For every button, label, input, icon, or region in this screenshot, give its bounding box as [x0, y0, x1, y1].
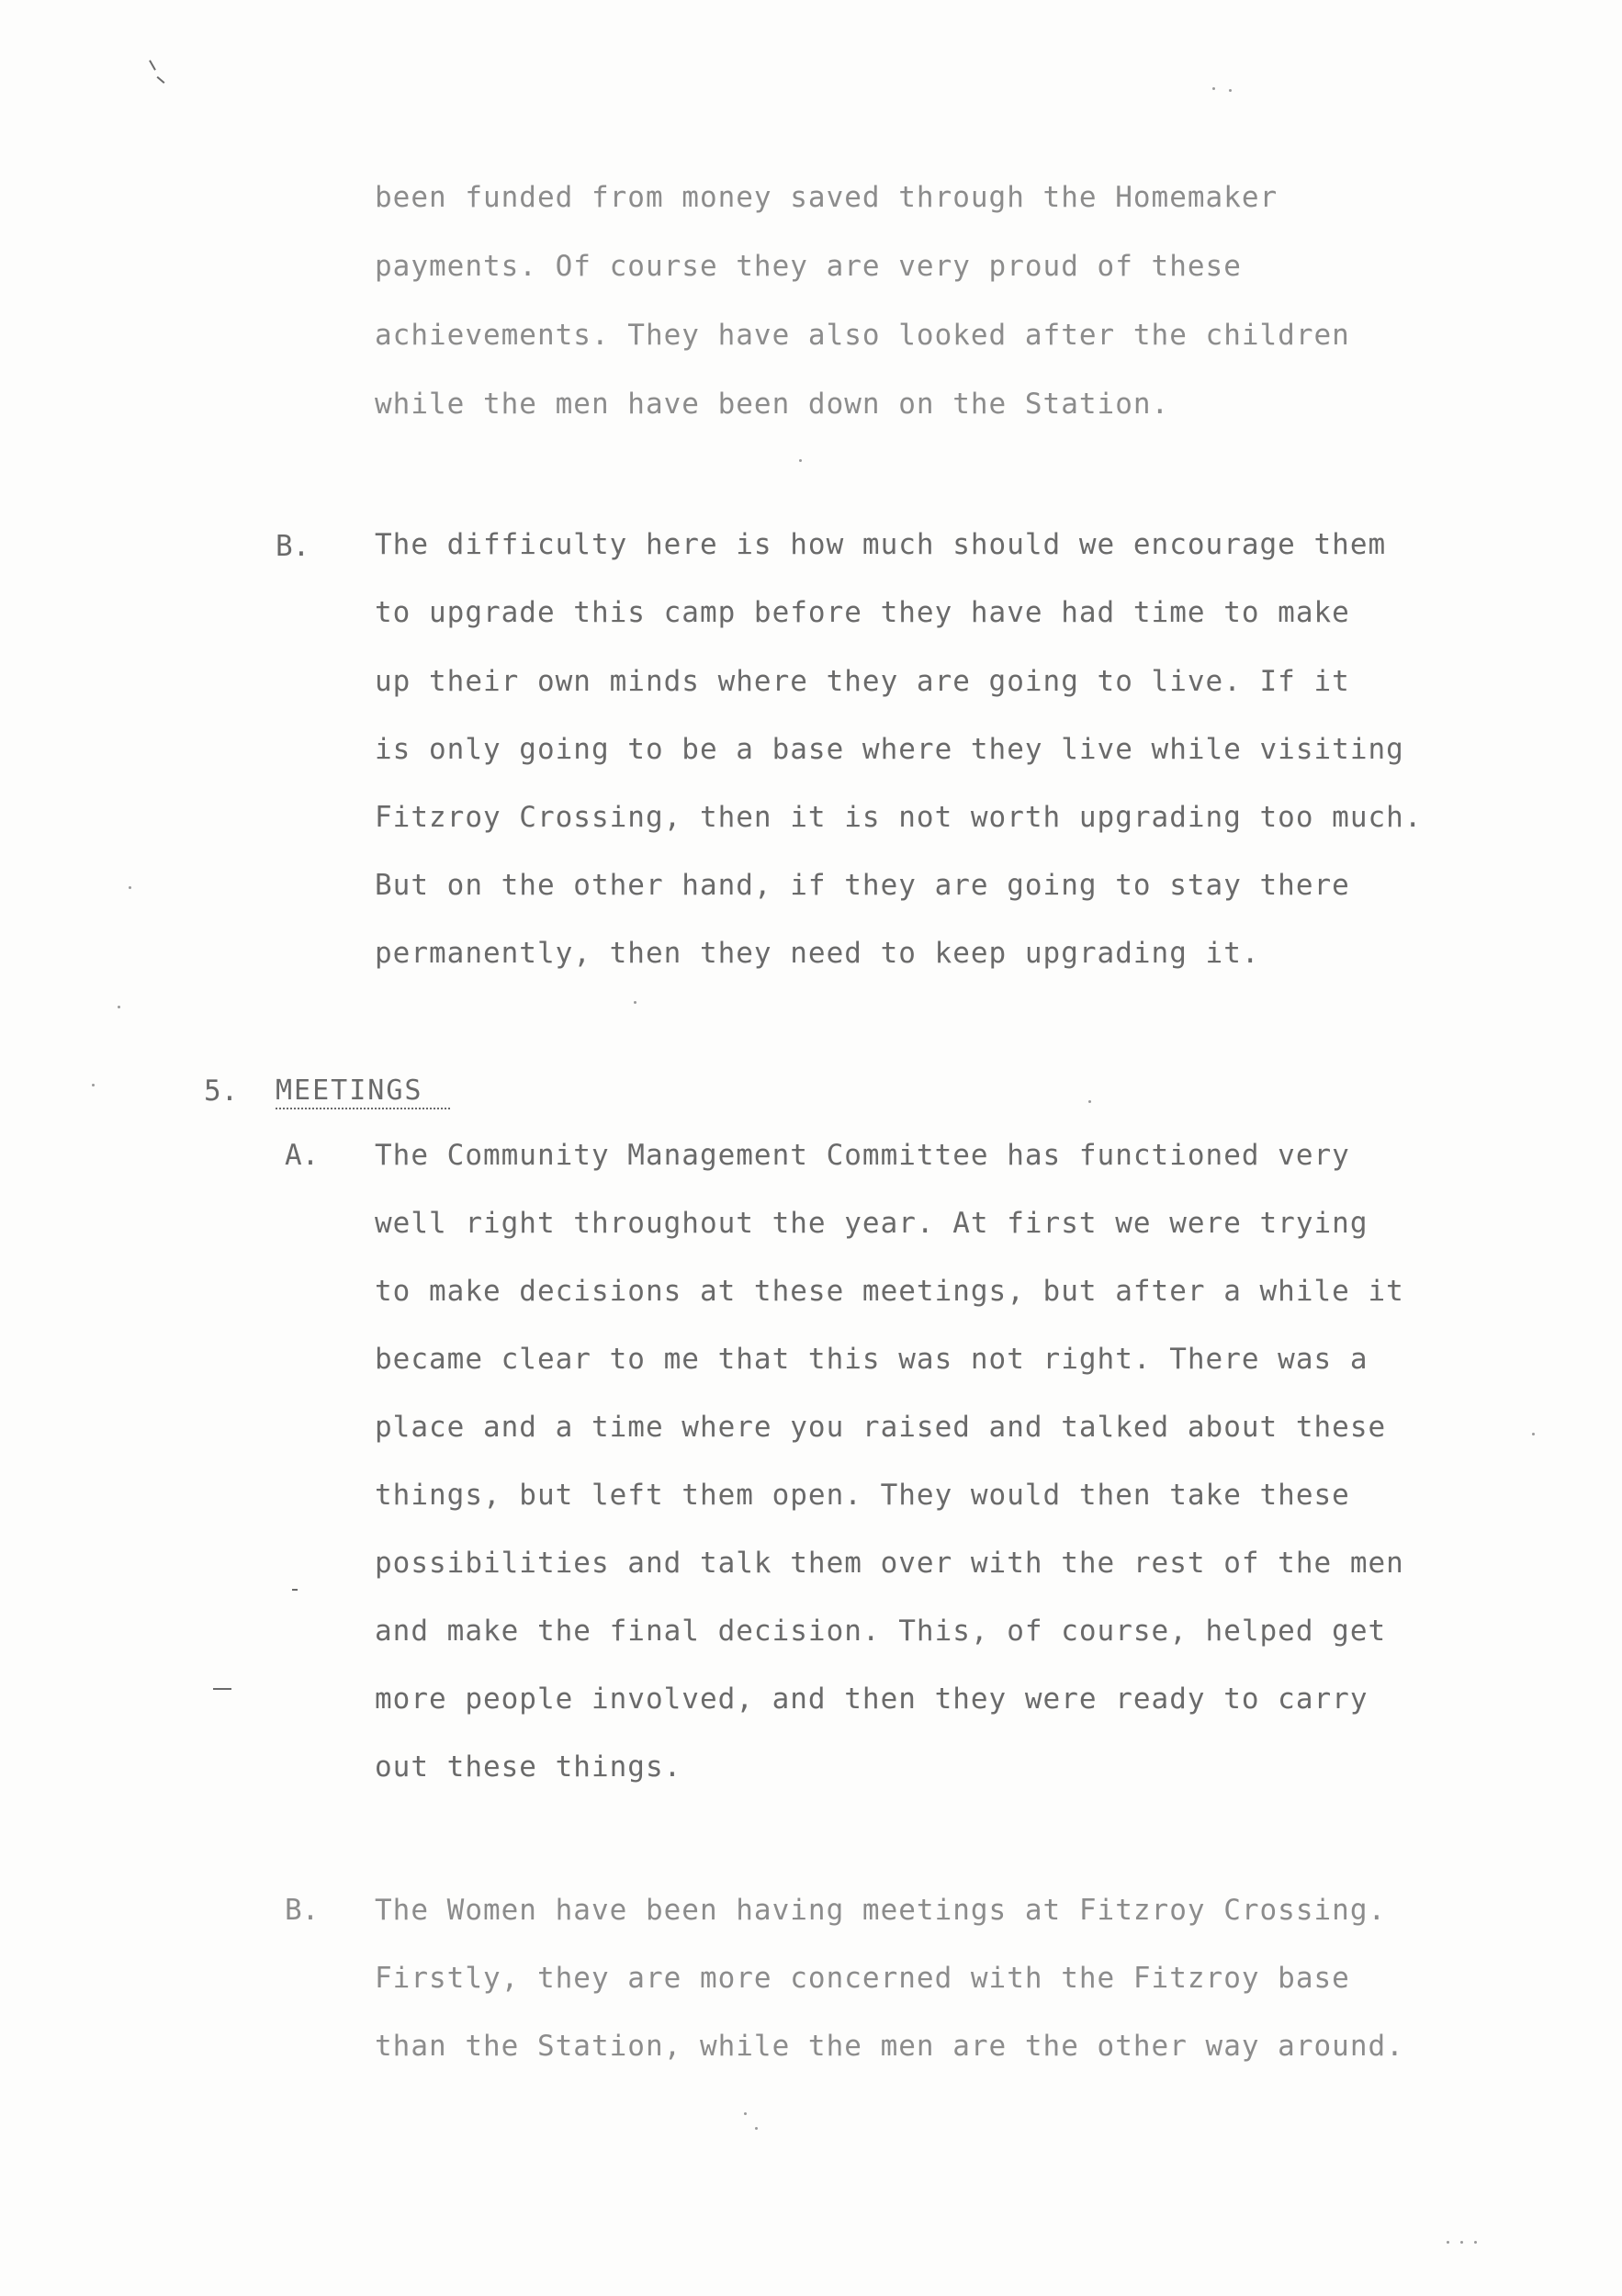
section-title-underline [276, 1108, 450, 1109]
scan-speck [129, 886, 131, 889]
text-line: Firstly, they are more concerned with the Fitzroy base [375, 1962, 1350, 1995]
text-line: than the Station, while the men are the other way around. [375, 2030, 1404, 2063]
scan-speck [1447, 2241, 1449, 2244]
scan-speck [799, 459, 802, 462]
text-line: more people involved, and then they were ready to carry [375, 1683, 1369, 1716]
text-line: The difficulty here is how much should we encourage them [375, 528, 1387, 561]
corner-mark [157, 76, 165, 84]
scan-speck [634, 1001, 636, 1004]
text-line: became clear to me that this was not right. There was a [375, 1343, 1369, 1376]
scan-speck [1212, 87, 1215, 90]
scan-speck [1532, 1433, 1535, 1435]
text-line: place and a time where you raised and talked about these [375, 1411, 1387, 1444]
text-line: The Women have been having meetings at Fitzroy Crossing. [375, 1894, 1387, 1927]
scan-speck [1229, 89, 1232, 92]
text-line: is only going to be a base where they live while visiting [375, 733, 1404, 766]
text-line: well right throughout the year. At first we were trying [375, 1207, 1369, 1240]
item-marker: B. [285, 1894, 320, 1927]
item-marker: B. [276, 530, 310, 563]
text-line: The Community Management Committee has functioned very [375, 1139, 1350, 1172]
text-line: Fitzroy Crossing, then it is not worth upgrading too much. [375, 801, 1423, 834]
corner-mark [149, 60, 156, 70]
scan-speck [1088, 1100, 1091, 1103]
text-line: been funded from money saved through the Homemaker [375, 181, 1278, 214]
margin-mark [213, 1688, 231, 1690]
text-line: out these things. [375, 1750, 682, 1784]
text-line: and make the final decision. This, of course, helped get [375, 1615, 1387, 1648]
section-title: MEETINGS [276, 1075, 423, 1107]
text-line: payments. Of course they are very proud of these [375, 250, 1242, 283]
scan-speck [118, 1006, 120, 1008]
text-line: to upgrade this camp before they have had time to make [375, 596, 1350, 629]
text-line: possibilities and talk them over with the rest of the men [375, 1547, 1404, 1580]
text-line: things, but left them open. They would then take these [375, 1479, 1350, 1512]
scan-speck [744, 2112, 747, 2115]
text-line: up their own minds where they are going to live. If it [375, 665, 1350, 698]
scan-speck [1460, 2241, 1463, 2244]
item-marker: A. [285, 1139, 320, 1172]
text-line: achievements. They have also looked after the children [375, 319, 1350, 352]
text-line: permanently, then they need to keep upgrading it. [375, 937, 1260, 970]
scan-speck [1474, 2241, 1477, 2244]
text-line: But on the other hand, if they are going to stay there [375, 869, 1350, 902]
margin-mark [292, 1589, 298, 1591]
section-number: 5. [204, 1075, 239, 1108]
scan-speck [755, 2127, 758, 2130]
text-line: while the men have been down on the Station. [375, 388, 1170, 421]
scan-speck [92, 1084, 95, 1086]
text-line: to make decisions at these meetings, but after a while it [375, 1275, 1404, 1308]
